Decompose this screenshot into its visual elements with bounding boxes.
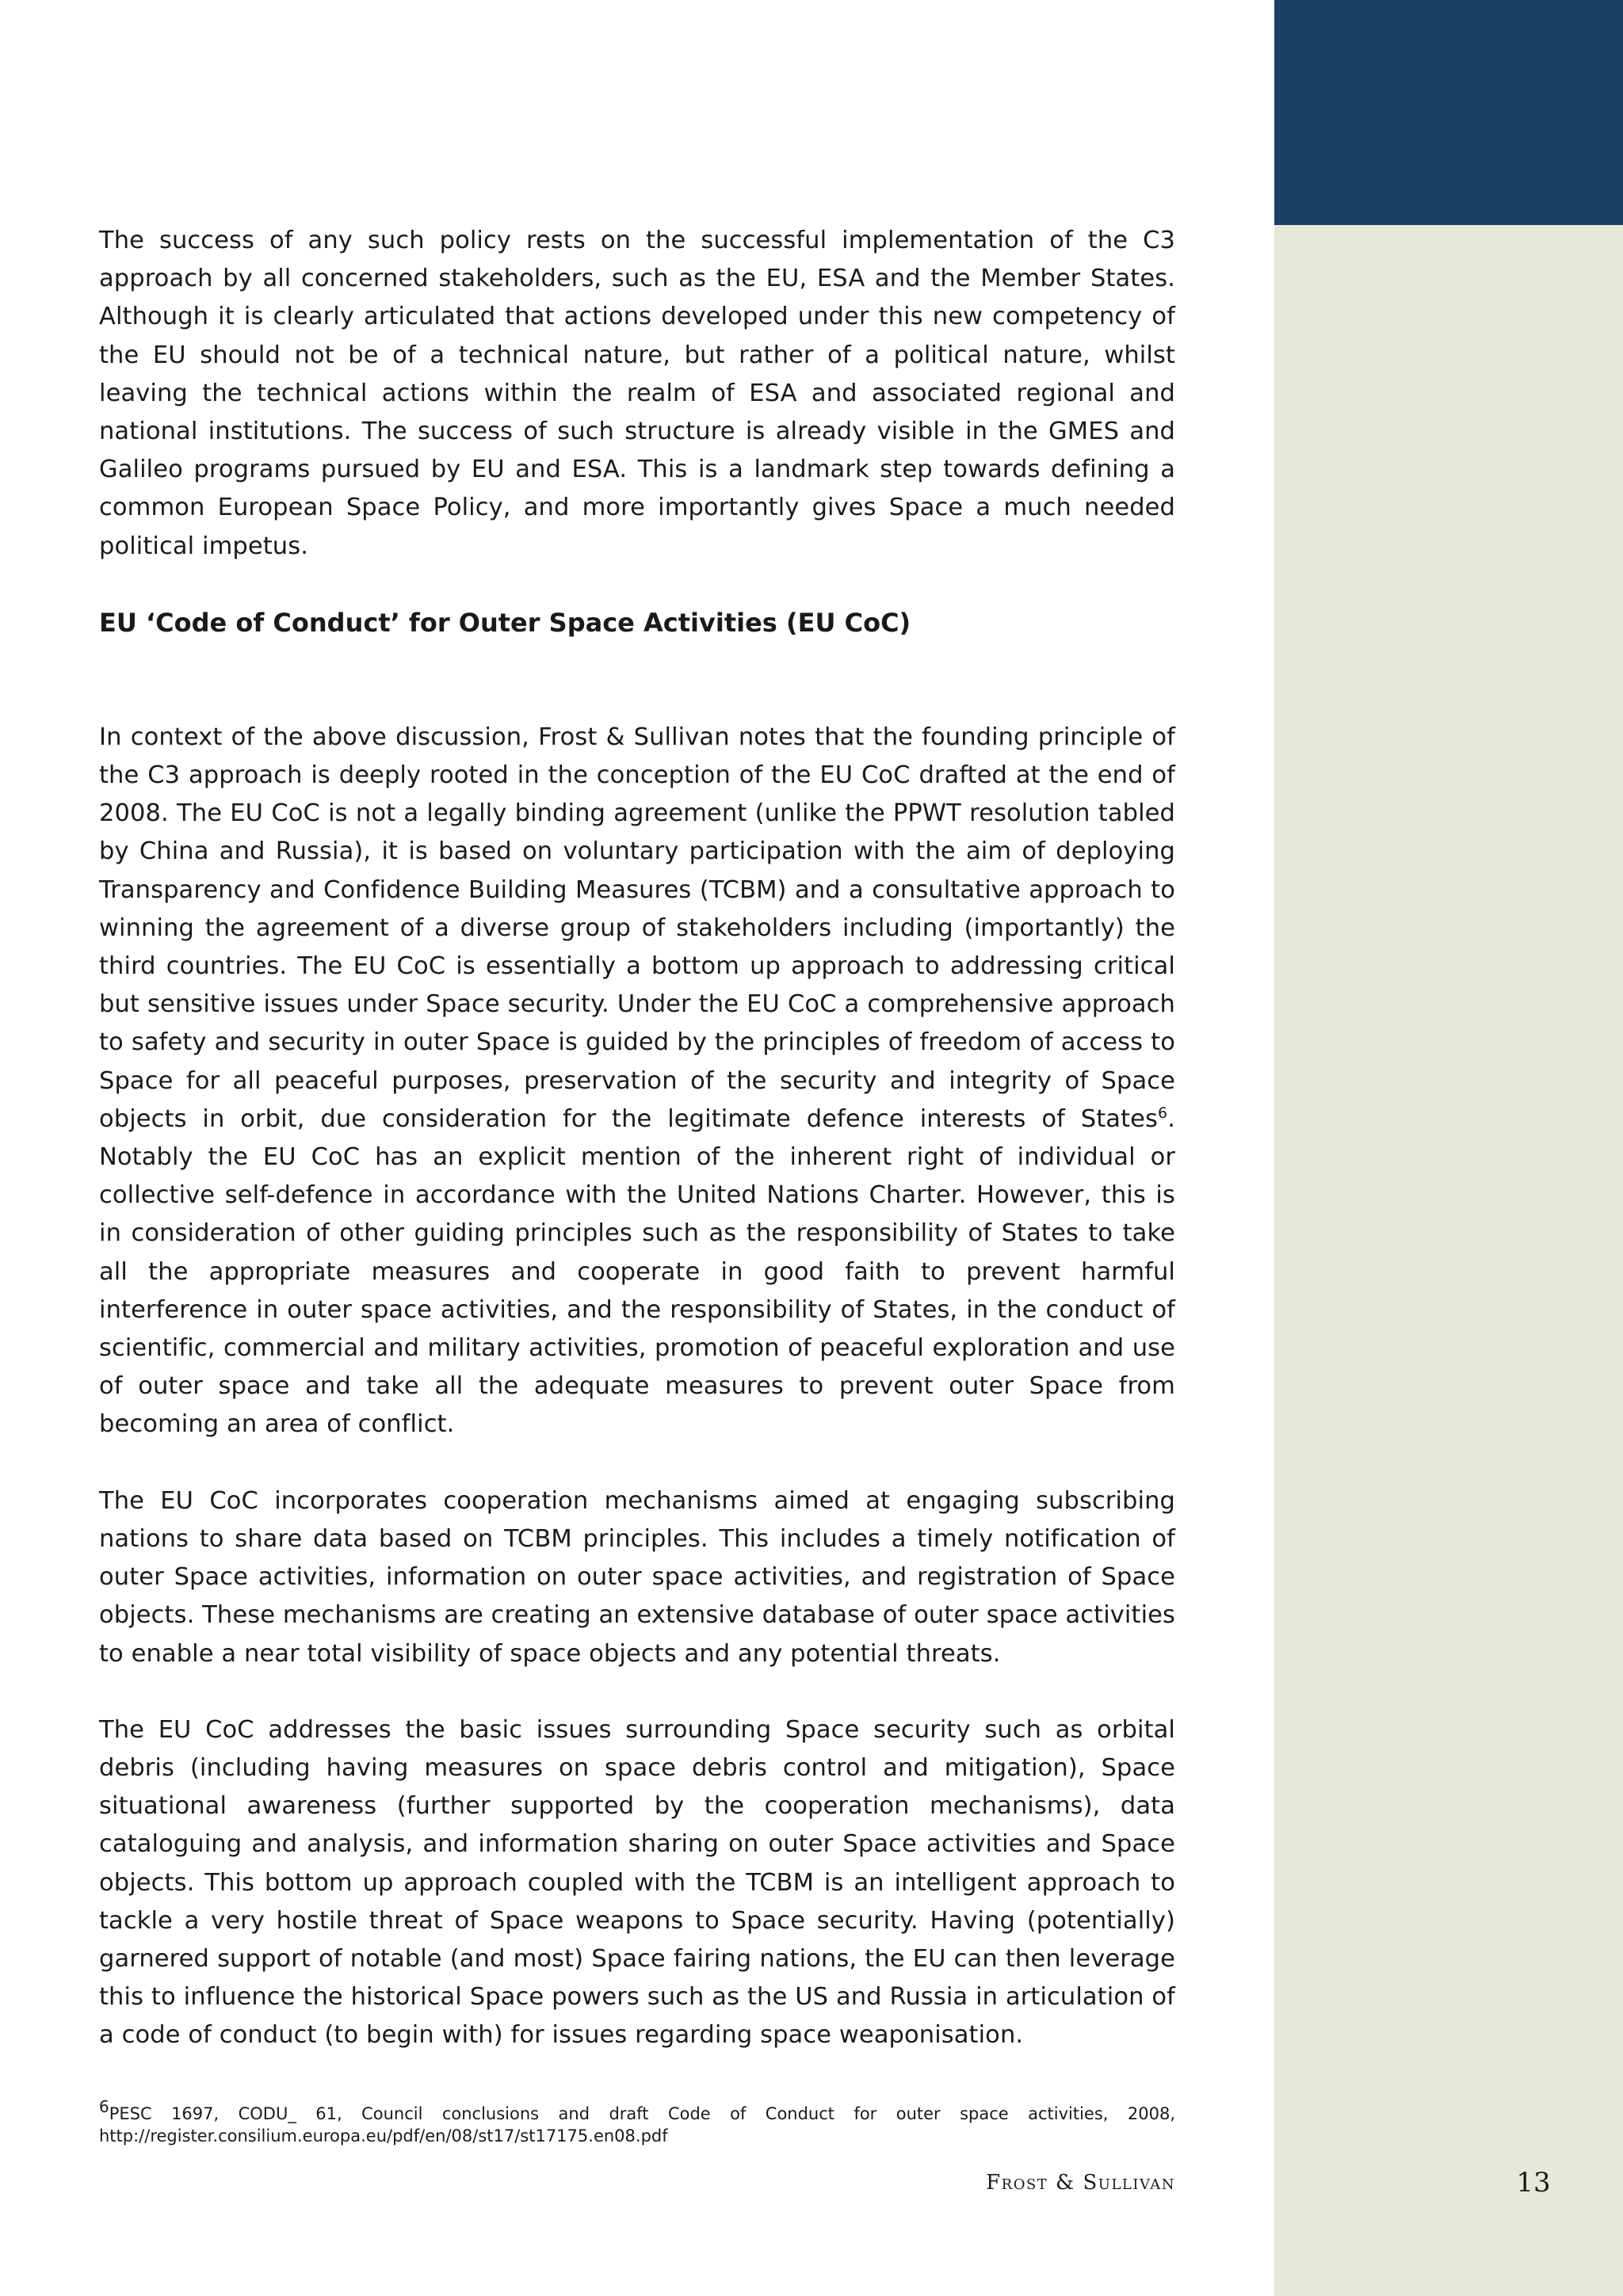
section-heading: EU ‘Code of Conduct’ for Outer Space Activities (EU CoC) [99,607,911,638]
footer-brand: Frost & Sullivan [986,2171,1175,2195]
footnote-reference[interactable]: 6 [1158,1104,1168,1122]
main-content [99,222,1175,2055]
sidebar-color-band [1274,0,1623,225]
footnote [99,2097,1175,2147]
paragraph-cooperation-mechanisms: The EU CoC incorporates cooperation mechanisms aimed at engaging subscribing nations to share data based on TCBM principles. This includes a timely notification of outer Space activities, information on outer space activities, and registration of Space objects. These mechanisms are creating an extensive database of outer space activities to enable a near total visibility of space objects and any potential threats. [99,1486,1175,1668]
footnote-url[interactable]: http://register.consilium.europa.eu/pdf/en/08/st17/st17175.en08.pdf [99,2126,668,2145]
paragraph-eu-coc-principles [99,719,1175,1444]
paragraph-c3-policy: The success of any such policy rests on the successful implementation of the C3 approach by all concerned stakeholders, such as the EU, ESA and the Member States. Although it is clearly articulated that actions developed under this new competency of the EU should not be of a technical nature, but rather of a political nature, whilst leaving the technical actions within the realm of ESA and associated regional and national institutions. The success of such structure is already visible in the GMES and Galileo programs pursued by EU and ESA. This is a landmark step towards defining a common European Space Policy, and more importantly gives Space a much needed political impetus. [99,227,1175,560]
footnote-text: PESC 1697, CODU_ 61, Council conclusions and draft Code of Conduct for outer space activities, 2008, [109,2104,1175,2123]
page-number: 13 [1516,2167,1551,2199]
footnote-citation [99,2097,1175,2125]
paragraph-text-part2: . Notably the EU CoC has an explicit mention of the inherent right of individual or collective self-defence in accordance with the United Nations Charter. However, this is in consideration of other guiding principles such as the responsibility of States to take all the appropriate measures and cooperate in good faith to prevent harmful interference in outer space activities, and the responsibility of States, in the conduct of scientific, commercial and military activities, promotion of peaceful exploration and use of outer space and take all the adequate measures to prevent outer Space from becoming an area of conflict. [99,1104,1175,1439]
paragraph-text-part1: In context of the above discussion, Frost & Sullivan notes that the founding principle of the C3 approach is deeply rooted in the conception of the EU CoC drafted at the end of 2008. The EU CoC is not a legally binding agreement (unlike the PPWT resolution tabled by China and Russia), it is based on voluntary participation with the aim of deploying Transparency and Confidence Building Measures (TCBM) and a consultative approach to winning the agreement of a diverse group of stakeholders including (importantly) the third countries. The EU CoC is essentially a bottom up approach to addressing critical but sensitive issues under Space security. Under the EU CoC a comprehensive approach to safety and security in outer Space is guided by the principles of freedom of access to Space for all peaceful purposes, preservation of the security and integrity of Space objects in orbit, due consideration for the legitimate defence interests of States [99,723,1175,1133]
right-sidebar [1274,0,1623,2296]
paragraph-space-security-issues: The EU CoC addresses the basic issues surrounding Space security such as orbital debris (including having measures on space debris control and mitigation), Space situational awareness (further supported by the cooperation mechanisms), data cataloguing and analysis, and information sharing on outer Space activities and Space objects. This bottom up approach coupled with the TCBM is an intelligent approach to tackle a very hostile threat of Space weapons to Space security. Having (potentially) garnered support of notable (and most) Space fairing nations, the EU can then leverage this to influence the historical Space powers such as the US and Russia in articulation of a code of conduct (to begin with) for issues regarding space weaponisation. [99,1715,1175,2050]
footnote-marker: 6 [99,2097,109,2116]
